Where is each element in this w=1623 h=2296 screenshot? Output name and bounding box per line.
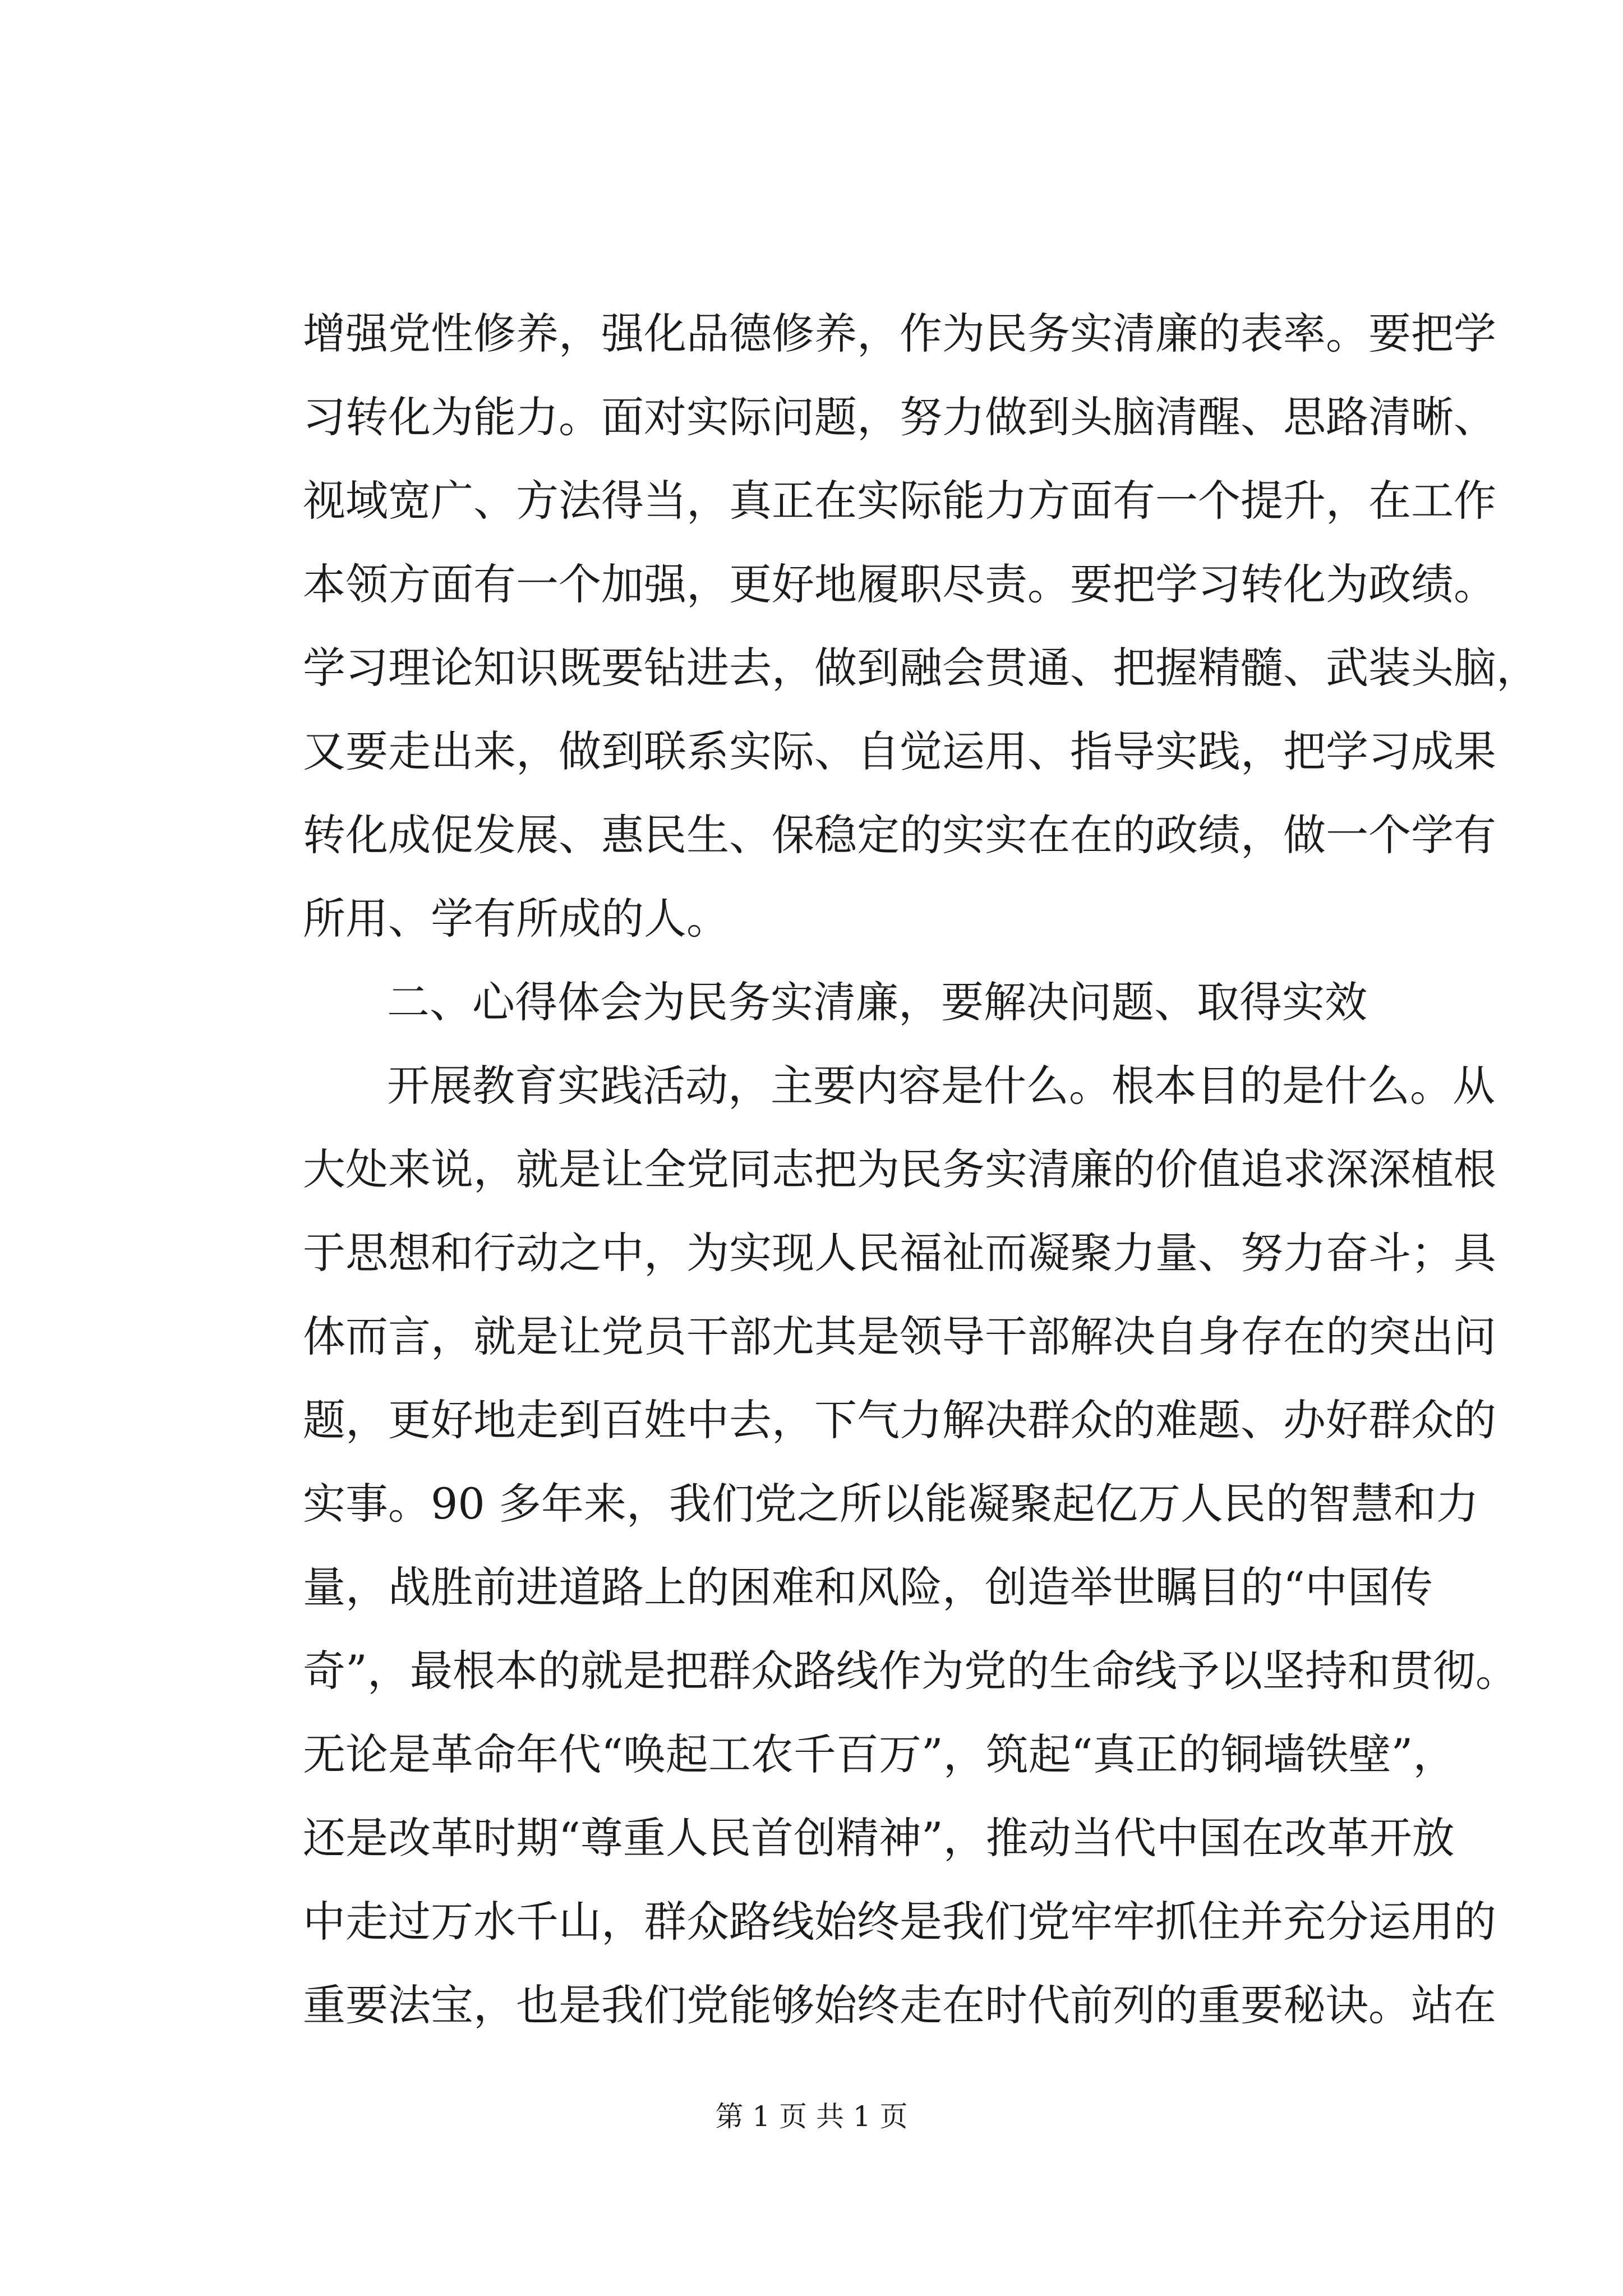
body-text-line: 重要法宝，也是我们党能够始终走在时代前列的重要秘诀。站在 — [303, 1980, 1496, 2030]
body-text-line: 增强党性修养，强化品德修养，作为民务实清廉的表率。要把学 — [303, 309, 1496, 358]
body-text-line: 又要走出来，做到联系实际、自觉运用、指导实践，把学习成果 — [303, 726, 1496, 776]
body-text-line: 中走过万水千山，群众路线始终是我们党牢牢抓住并充分运用的 — [303, 1897, 1496, 1947]
body-text-line: 视域宽广、方法得当，真正在实际能力方面有一个提升，在工作 — [303, 476, 1496, 526]
body-text-line: 习转化为能力。面对实际问题，努力做到头脑清醒、思路清晰、 — [303, 392, 1496, 442]
body-text-line: 学习理论知识既要钻进去，做到融会贯通、把握精髓、武装头脑， — [303, 643, 1539, 693]
body-text-line: 奇”，最根本的就是把群众路线作为党的生命线予以坚持和贯彻。 — [303, 1646, 1518, 1696]
body-text-line: 题，更好地走到百姓中去，下气力解决群众的难题、办好群众的 — [303, 1395, 1496, 1445]
page-footer: 第 1 页 共 1 页 — [715, 2100, 908, 2133]
body-text-line: 所用、学有所成的人。 — [303, 894, 729, 944]
body-text-line: 体而言，就是让党员干部尤其是领导干部解决自身存在的突出问 — [303, 1312, 1496, 1361]
body-text-line: 于思想和行动之中，为实现人民福祉而凝聚力量、努力奋斗；具 — [303, 1228, 1496, 1278]
body-text-line: 本领方面有一个加强，更好地履职尽责。要把学习转化为政绩。 — [303, 559, 1496, 609]
body-text-line: 还是改革时期“尊重人民首创精神”，推动当代中国在改革开放 — [303, 1813, 1455, 1863]
body-text-line: 转化成促发展、惠民生、保稳定的实实在在的政绩，做一个学有 — [303, 810, 1496, 860]
body-text-line: 实事。90 多年来，我们党之所以能凝聚起亿万人民的智慧和力 — [303, 1479, 1479, 1529]
body-text-line: 无论是革命年代“唤起工农千百万”，筑起“真正的铜墙铁壁”， — [303, 1729, 1456, 1779]
body-text-line: 量，战胜前进道路上的困难和风险，创造举世瞩目的“中国传 — [303, 1562, 1433, 1612]
paragraph-first-line: 开展教育实践活动，主要内容是什么。根本目的是什么。从 — [387, 1061, 1495, 1111]
body-text-line: 大处来说，就是让全党同志把为民务实清廉的价值追求深深植根 — [303, 1144, 1496, 1194]
section-heading: 二、心得体会为民务实清廉，要解决问题、取得实效 — [387, 977, 1367, 1027]
